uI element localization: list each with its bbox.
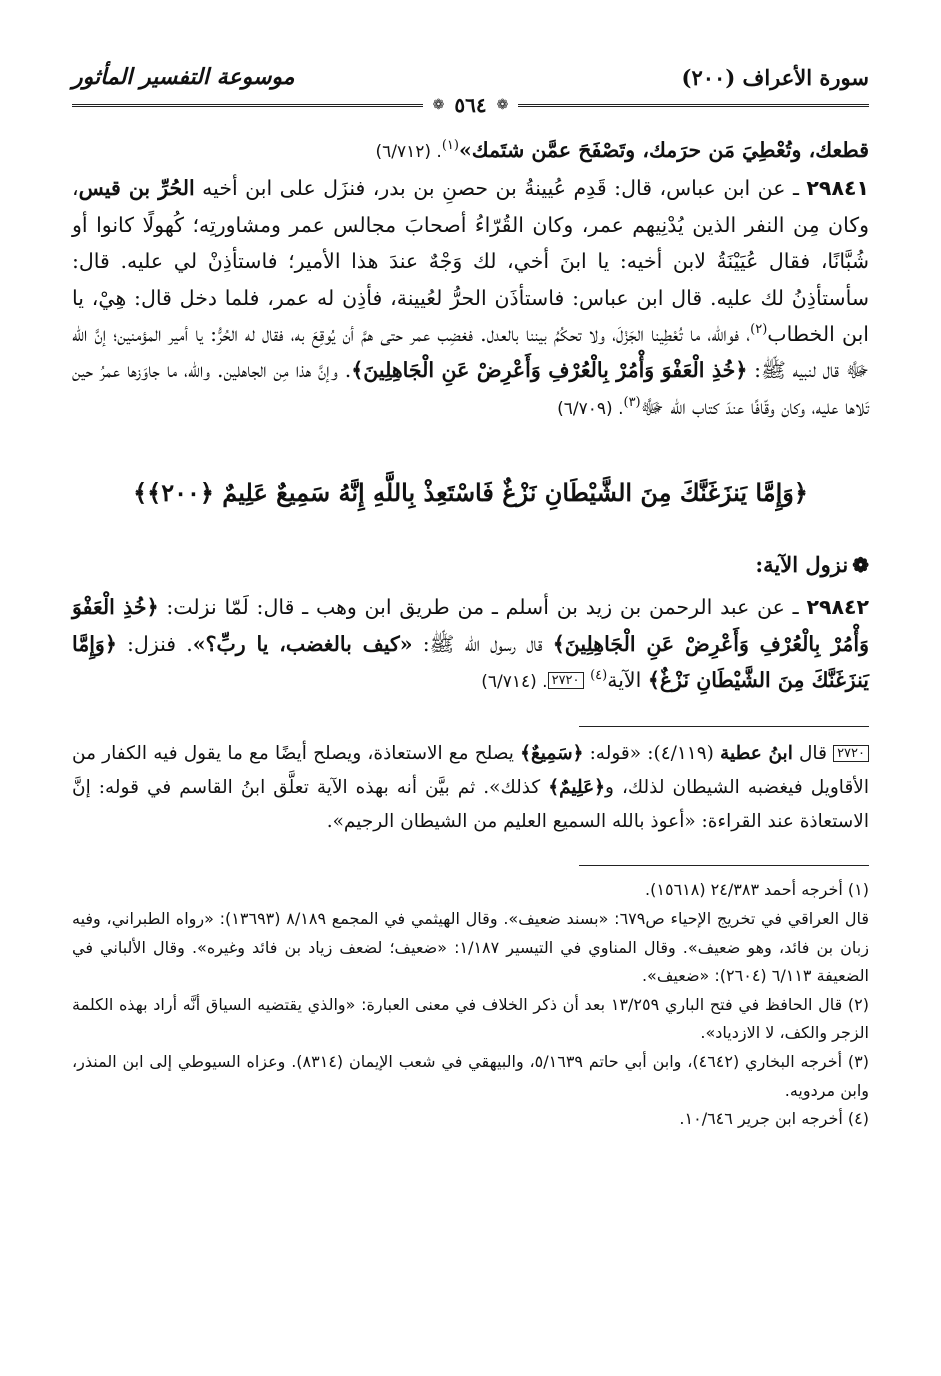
encyclopedia-title: موسوعة التفسير المأثور [72,64,295,90]
ornament-icon: ❁ [496,97,509,113]
footnote-4: (٤) أخرجه ابن جرير ١٠/٦٤٦. [679,1109,869,1129]
section-title: نزول الآية: [755,552,849,578]
footnote-ref: (٣) [623,395,641,411]
quran-quote: ﴿وَإِمَّا يَنزَغَنَّكَ مِنَ الشَّيْطَانِ نَزْغٌ﴾ [72,631,869,693]
text-run: الآية [607,668,648,693]
quran-quote: ﴿عَلِيمٌ﴾ [548,777,605,799]
hadith-number: ٢٩٨٤١ [806,176,869,201]
quran-quote: ﴿سَمِيعٌ﴾ [520,743,584,765]
surah-title: سورة الأعراف (٢٠٠) [681,65,869,90]
page-number: ٥٦٤ [454,93,487,117]
text-run: ، وكان مِن النفر الذين يُدْنِيهم عمر، وكان القُرّاءُ أصحابَ مجالس عمر ومشاورتِه؛ كُهولًا كانوا أو شُبَّانًا، فقال عُيَيْنَةُ لابن أخيه: يا ابنَ أخي، لك وَجْهٌ عندَ هذا الأمير؛ فاستأذِنْ لي عليه. قال: سأستأذِنُ لك عليه. قال ابن عباس: فاستأذَن الحرُّ لعُيينة، فأذِن له عمر، فلما دخل قال: هِيْ، يا ابن الخطاب [72,176,869,347]
footnote-ref: (١) [441,138,459,154]
author-name: ابنُ عطية [720,743,793,765]
footnote-1-detail: قال العراقي في تخريج الإحياء ص٦٧٩: «بسند ضعيف». وقال الهيثمي في المجمع ٨/١٨٩ (١٣٦٩٣): «رواه الطبراني، وفيه زبان بن فائد، وهو ضعيف». وقال المناوي في التيسير ١/١٨٧: «ضعيف؛ لضعف زياد بن فائد وغيره». وقال الألباني في الضعيفة ٦/١١٣ (٢٦٠٤): «ضعيف». [72,909,870,986]
text-run: ، فوالله، ما تُعْطِينا الجَزْلَ، ولا تحكُمُ بيننا بالعدل. فغضِب عمر حتى همَّ أن يُوقِعَ به، فقال له الحُرُّ: يا أمير المؤمنين؛ إنَّ الله ﷻ قال لنبيه ﷺ: [72,322,869,383]
text-run: قال رسول الله ﷺ: [412,631,553,656]
section-heading [72,547,869,583]
divider-line [518,104,869,107]
footnote-ref: (٢) [750,322,768,338]
footnotes [72,876,869,1133]
person-name: الحُرِّ بن قيس [78,176,195,201]
text-run: يصلح مع الاستعاذة، ويصلح أيضًا مع ما يقول فيه الكفار من الأقاويل فيغضبه الشيطان لذلك، و [72,743,869,799]
text-run: ـ عن ابن عباس، قال: قَدِم عُيينةُ بن حصنِ بن بدر، فنزَل على ابن أخيه [194,176,807,201]
source-ref: . (٦/٧١٢) [375,142,442,162]
text-run: ـ عن عبد الرحمن بن زيد بن أسلم ـ من طريق ابن وهب ـ قال: لَمّا نزلت: [158,595,807,620]
hadith-29842 [72,589,869,700]
quran-quote: ﴿خُذِ الْعَفْوَ وَأْمُرْ بِالْعُرْفِ وَأَعْرِضْ عَنِ الْجَاهِلِينَ﴾ [72,595,869,656]
ornament-icon: ❁ [432,97,445,113]
hadith-number: ٢٩٨٤٢ [806,595,869,620]
commentary-note [72,737,869,839]
header-rule [72,94,869,116]
divider-line [579,726,869,727]
commentary-number: ٢٧٢٠ [833,745,869,762]
flower-icon: ❁ [852,553,869,578]
main-text [72,132,869,700]
commentary-box-ref: ٢٧٢٠ [548,672,584,689]
footnote-3: (٣) أخرجه البخاري (٤٦٤٢)، وابن أبي حاتم ٥/١٦٣٩، والبيهقي في شعب الإيمان (٨٣١٤). وعزاه السيوطي إلى ابن المنذر، وابن مردويه. [72,1052,870,1100]
text-run: كذلك». ثم بيَّن أنه بهذه الآية تعلَّق ابنُ القاسم في قوله: إنَّ الاستعاذة عند القراءة: «أعوذ بالله السميع العليم من الشيطان الرجيم». [72,777,869,833]
divider-line [72,104,423,107]
paragraph-continuation [72,132,869,170]
text-run: . فنزل: [116,631,193,656]
quran-quote: ﴿خُذِ الْعَفْوَ وَأْمُرْ بِالْعُرْفِ وَأَعْرِضْ عَنِ الْجَاهِلِينَ﴾ [351,358,748,383]
source-ref: . (٦/٧٠٩) [557,398,624,419]
text-run: قطعك، وتُعْطِيَ مَن حرَمك، وتَصْفَحَ عمَّن شتَمك» [458,138,869,162]
text-run: قال [792,743,834,765]
divider-line [579,865,869,866]
footnote-ref: (٤) [590,668,608,684]
text-run: (٤/١١٩): «قوله: [583,743,721,765]
quran-verse: ﴿وَإِمَّا يَنزَغَنَّكَ مِنَ الشَّيْطَانِ نَزْغٌ فَاسْتَعِذْ بِاللَّهِ إِنَّهُ سَمِيعٌ عَلِيمٌ ﴿٢٠٠﴾﴾ [133,478,808,508]
bold-quote: «كيف بالغضب، يا ربِّ؟» [192,631,413,656]
source-ref: . (٦/٧١٤) [481,672,548,693]
page-header [72,50,869,90]
footnote-2: (٢) قال الحافظ في فتح الباري ١٣/٢٥٩ بعد أن ذكر الخلاف في معنى العبارة: «والذي يقتضيه السياق أنَّه أراد بهذه الكلمة الزجر والكف، لا الازدياد». [72,994,870,1043]
footnote-1: (١) أخرجه أحمد ٢٤/٣٨٣ (١٥٦١٨). [645,880,869,900]
text-run: . وإنَّ هذا مِن الجاهلين. والله، ما جاوَزها عمرُ حين تَلاها عليه، وكان وقّافًا عندَ كتاب الله ﷻ [72,358,869,419]
hadith-29841 [72,170,869,427]
